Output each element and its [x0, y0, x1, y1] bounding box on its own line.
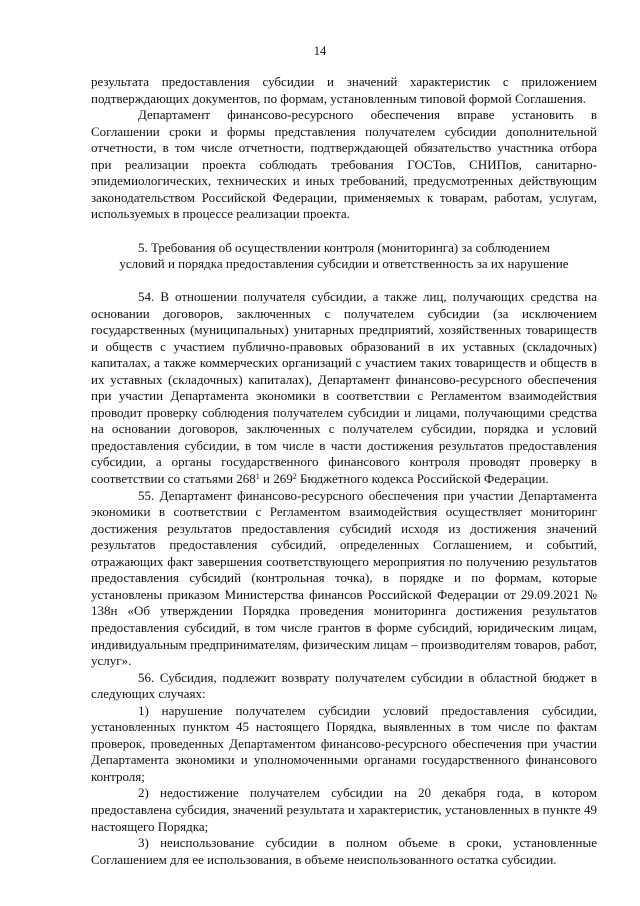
paragraph-55: 55. Департамент финансово-ресурсного обеспечения при участии Департамента экономики в соответствии с Регламентом взаимодействия осуществляет мониторинг достижения результатов предоставления субсидий исходя из достижения значений результатов предоставления субсидий, определенных Соглашением, и событий, отражающих факт завершения соответствующего мероприятия по получению результатов предоставления субсидий (контрольная точка), в порядке и по формам, которые установлены приказом Министерства финансов Российской Федерации от 29.09.2021 № 138н «Об утверждении Порядка проведения мониторинга достижения результатов предоставления субсидий, в том числе грантов в форме субсидий, юридическим лицам, индивидуальным предпринимателям, физическим лицам – производителям товаров, работ, услуг». [91, 487, 597, 669]
paragraph-56-item-3: 3) неиспользование субсидии в полном объеме в сроки, установленные Соглашением для ее использования, в объеме неиспользованного остатка субсидии. [91, 835, 597, 867]
paragraph-54-text: 54. В отношении получателя субсидии, а также лиц, получающих средства на основании договоров, заключенных с получателем субсидии (за исключением государственных (муниципальных) унитарных предприятий, хозяйственных товариществ и обществ с участием публично-правовых образований в их уставных (складочных) капиталах, а также коммерческих организаций с участием таких товариществ и обществ в их уставных (складочных) капиталах), Департамент финансово-ресурсного обеспечения при участии Департамента экономики в соответствии с Регламентом взаимодействия проводит проверку соблюдения получателем субсидии и лицами, получающими средства на основании договоров, заключенных с получателем субсидии, порядка и условий предоставления субсидии, в том числе в части достижения результатов предоставления субсидии, а органы государственного финансового контроля проводят проверку в соответствии со статьями 268 [91, 289, 597, 487]
paragraph-54-text-mid: и 269 [259, 471, 293, 487]
page-number: 14 [313, 44, 327, 58]
article-268-superscript: 1 [255, 472, 260, 482]
paragraph-department-reporting: Департамент финансово-ресурсного обеспечения вправе установить в Соглашении сроки и формы представления получателем субсидии дополнительной отчетности, в том числе отчетности, подтверждающей обязательство участника отбора при реализации проекта соблюдать требования ГОСТов, СНИПов, санитарно-эпидемиологических, технических и иных требований, предусмотренных действующим законодательством Российской Федерации, применяемых к товарам, работам, услугам, используемых в процессе реализации проекта. [91, 107, 597, 222]
section-heading-line-1: 5. Требования об осуществлении контроля (мониторинга) за соблюдением [137, 239, 551, 255]
paragraph-56: 56. Субсидия, подлежит возврату получателем субсидии в областной бюджет в следующих случаях: [91, 669, 597, 702]
document-body [91, 74, 597, 868]
section-heading-line-2: условий и порядка предоставления субсидии и ответственность за их нарушение [119, 256, 569, 272]
paragraph-continuation: результата предоставления субсидии и значений характеристик с приложением подтверждающих документов, по формам, установленным типовой формой Соглашения. [91, 74, 597, 106]
article-269-superscript: 2 [292, 472, 297, 482]
paragraph-54 [91, 289, 597, 488]
paragraph-56-item-1: 1) нарушение получателем субсидии условий предоставления субсидии, установленных пунктом 45 настоящего Порядка, выявленных в том числе по фактам проверок, проведенных Департаментом финансово-ресурсного обеспечения при участии Департамента экономики и уполномоченными органами государственного финансового контроля; [91, 702, 597, 784]
section-heading [91, 240, 597, 273]
paragraph-54-text-end: Бюджетного кодекса Российской Федерации. [296, 471, 549, 487]
paragraph-56-item-2: 2) недостижение получателем субсидии на 20 декабря года, в котором предоставлена субсидия, значений результата и характеристик, установленных в пункте 49 настоящего Порядка; [91, 785, 597, 834]
